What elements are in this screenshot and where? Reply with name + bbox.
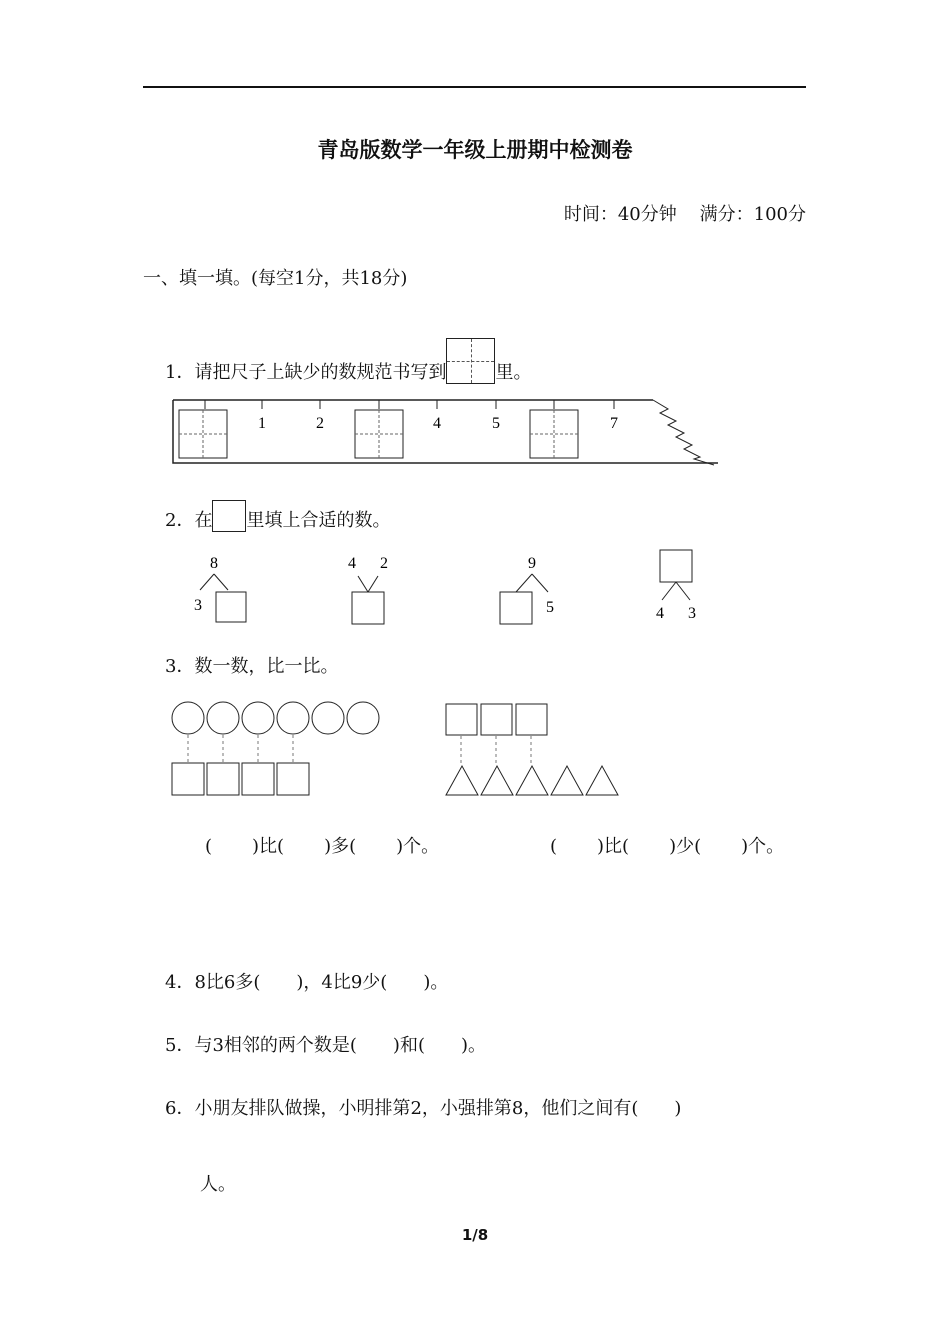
ruler-answer-box [530, 410, 578, 458]
question-3-number: 3． [165, 656, 195, 677]
question-5-text: 与3相邻的两个数是( )和( )。 [194, 1035, 486, 1056]
question-2-number: 2． [165, 510, 195, 531]
exam-score: 满分：100分 [699, 204, 806, 225]
ruler-label: 5 [492, 415, 500, 432]
squares-row-right [446, 704, 547, 735]
question-1-text-before: 请把尺子上缺少的数规范书写到 [194, 362, 447, 383]
ruler-label: 4 [433, 415, 441, 432]
number-tree-4 [656, 550, 696, 622]
circles-row [172, 702, 379, 734]
exam-meta [564, 200, 806, 226]
ruler-answer-box [355, 410, 403, 458]
exam-time: 时间：40分钟 [563, 204, 677, 225]
svg-text:3: 3 [688, 605, 696, 622]
writing-grid-box [446, 338, 495, 384]
svg-text:9: 9 [528, 555, 536, 572]
ruler-label: 1 [258, 415, 266, 432]
svg-text:4: 4 [348, 555, 356, 572]
question-5-number: 5． [165, 1035, 195, 1056]
question-4-number: 4． [165, 972, 195, 993]
tree-answer-box [660, 550, 692, 582]
question-1 [165, 338, 531, 384]
number-tree-2 [348, 555, 388, 624]
question-2-text-after: 里填上合适的数。 [246, 510, 391, 531]
question-4 [165, 968, 448, 994]
question-5 [165, 1031, 486, 1057]
compare-figure [168, 700, 628, 800]
number-trees-figure [180, 548, 720, 628]
svg-text:2: 2 [380, 555, 388, 572]
number-tree-1 [194, 555, 246, 622]
svg-text:8: 8 [210, 555, 218, 572]
question-4-text: 8比6多( )，4比9少( )。 [194, 972, 449, 993]
ruler-label: 7 [610, 415, 618, 432]
question-6 [165, 1094, 681, 1120]
tree-answer-box [352, 592, 384, 624]
triangles-row [446, 766, 618, 795]
blank-box [212, 500, 246, 532]
question-3-text: 数一数，比一比。 [194, 656, 339, 677]
svg-text:3: 3 [194, 597, 202, 614]
square-connectors [461, 736, 531, 764]
question-1-number: 1． [165, 362, 195, 383]
question-6-continuation: 人。 [200, 1174, 236, 1195]
question-6-number: 6． [165, 1098, 195, 1119]
ruler-broken-edge [653, 400, 714, 465]
circle-connectors [188, 735, 293, 762]
tree-answer-box [500, 592, 532, 624]
page-title: 青岛版数学一年级上册期中检测卷 [317, 138, 633, 162]
top-rule [143, 86, 806, 88]
question-1-text-after: 里。 [495, 362, 532, 383]
page-number: 1/8 [461, 1226, 489, 1244]
compare-sentence-left: ( )比( )多( )个。 [205, 836, 440, 857]
question-3 [165, 652, 338, 678]
squares-row-left [172, 763, 309, 795]
question-2 [165, 500, 390, 532]
compare-sentence-right: ( )比( )少( )个。 [550, 836, 785, 857]
question-2-text-before: 在 [194, 510, 213, 531]
tree-answer-box [216, 592, 246, 622]
svg-text:5: 5 [546, 599, 554, 616]
ruler-answer-box [179, 410, 227, 458]
section-1-heading: 一、填一填。(每空1分，共18分) [143, 268, 408, 289]
ruler-outline [173, 400, 718, 463]
question-6-text: 小朋友排队做操，小明排第2，小强排第8，他们之间有( ) [194, 1098, 682, 1119]
ruler-figure [168, 395, 723, 467]
svg-text:4: 4 [656, 605, 664, 622]
ruler-label: 2 [316, 415, 324, 432]
number-tree-3 [500, 555, 554, 624]
